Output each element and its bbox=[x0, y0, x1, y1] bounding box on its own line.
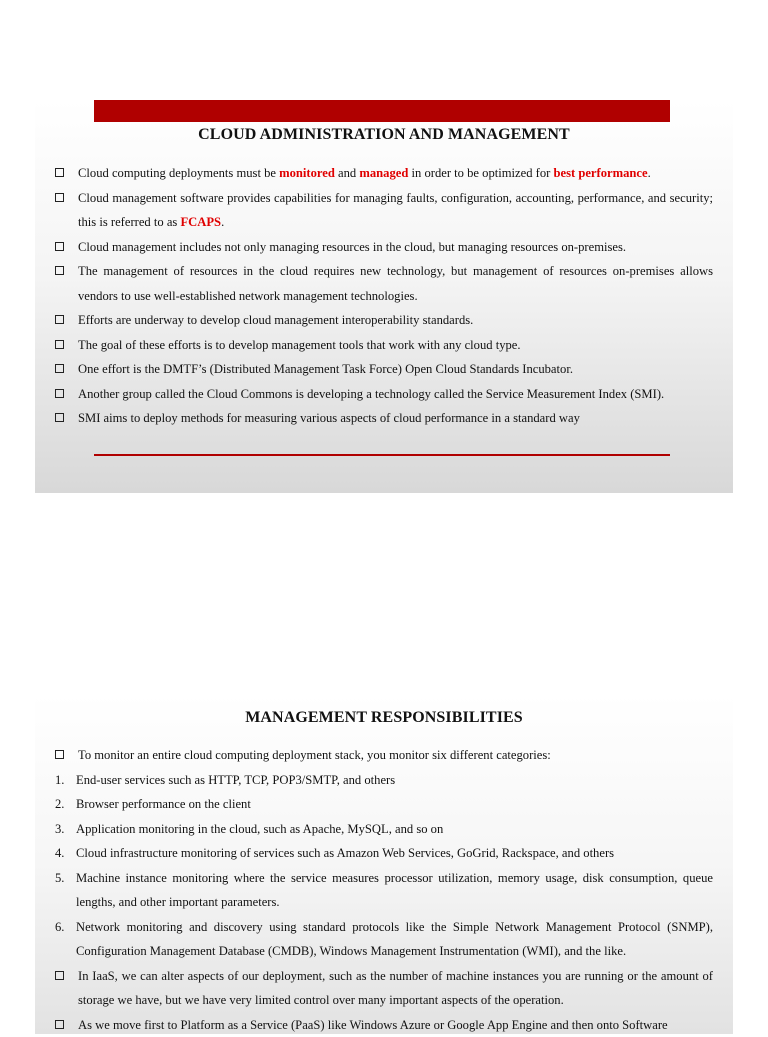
numbered-item: 6. Network monitoring and discovery using standard protocols like the Simple Network Management Protocol (SNMP), Configuration Management Database (CMDB), Windows Management Instrumentation (WMI), and the like. bbox=[55, 915, 713, 964]
numbered-item: 3. Application monitoring in the cloud, such as Apache, MySQL, and so on bbox=[55, 817, 713, 842]
slide-title: MANAGEMENT RESPONSIBILITIES bbox=[35, 709, 733, 727]
list-item: Efforts are underway to develop cloud management interoperability standards. bbox=[55, 308, 713, 333]
checkbox-bullet-icon bbox=[55, 971, 64, 980]
title-accent-bar bbox=[94, 100, 670, 122]
list-item: Cloud management includes not only managing resources in the cloud, but managing resources on-premises. bbox=[55, 235, 713, 260]
checkbox-bullet-icon bbox=[55, 193, 64, 202]
checkbox-bullet-icon bbox=[55, 315, 64, 324]
list-item: SMI aims to deploy methods for measuring various aspects of cloud performance in a standard way bbox=[55, 406, 713, 431]
checkbox-bullet-icon bbox=[55, 1020, 64, 1029]
slide-title: CLOUD ADMINISTRATION AND MANAGEMENT bbox=[35, 126, 733, 144]
list-item: Cloud computing deployments must be monitored and managed in order to be optimized for best performance. bbox=[55, 161, 713, 186]
responsibility-list bbox=[55, 743, 713, 1037]
slide-management-responsibilities bbox=[35, 694, 733, 1034]
numbered-item: 5. Machine instance monitoring where the service measures processor utilization, memory usage, disk consumption, queue lengths, and other important parameters. bbox=[55, 866, 713, 915]
list-item: As we move first to Platform as a Service (PaaS) like Windows Azure or Google App Engine and then onto Software bbox=[55, 1013, 713, 1037]
checkbox-bullet-icon bbox=[55, 266, 64, 275]
list-item: In IaaS, we can alter aspects of our deployment, such as the number of machine instances you are running or the amount of storage we have, but we have very limited control over many important aspects of the operation. bbox=[55, 964, 713, 1013]
checkbox-bullet-icon bbox=[55, 750, 64, 759]
bullet-list bbox=[55, 161, 713, 431]
list-item: One effort is the DMTF’s (Distributed Management Task Force) Open Cloud Standards Incubator. bbox=[55, 357, 713, 382]
checkbox-bullet-icon bbox=[55, 389, 64, 398]
checkbox-bullet-icon bbox=[55, 168, 64, 177]
bottom-divider bbox=[94, 454, 670, 456]
list-item: Cloud management software provides capabilities for managing faults, configuration, accounting, performance, and security; this is referred to as FCAPS. bbox=[55, 186, 713, 235]
list-item: The management of resources in the cloud requires new technology, but management of resources on-premises allows vendors to use well-established network management technologies. bbox=[55, 259, 713, 308]
numbered-item: 4. Cloud infrastructure monitoring of services such as Amazon Web Services, GoGrid, Rackspace, and others bbox=[55, 841, 713, 866]
slide-cloud-administration bbox=[35, 100, 733, 493]
numbered-item: 2. Browser performance on the client bbox=[55, 792, 713, 817]
checkbox-bullet-icon bbox=[55, 340, 64, 349]
list-item: Another group called the Cloud Commons is developing a technology called the Service Measurement Index (SMI). bbox=[55, 382, 713, 407]
list-item: To monitor an entire cloud computing deployment stack, you monitor six different categories: bbox=[55, 743, 713, 768]
list-item: The goal of these efforts is to develop management tools that work with any cloud type. bbox=[55, 333, 713, 358]
checkbox-bullet-icon bbox=[55, 364, 64, 373]
checkbox-bullet-icon bbox=[55, 413, 64, 422]
numbered-item: 1. End-user services such as HTTP, TCP, POP3/SMTP, and others bbox=[55, 768, 713, 793]
checkbox-bullet-icon bbox=[55, 242, 64, 251]
